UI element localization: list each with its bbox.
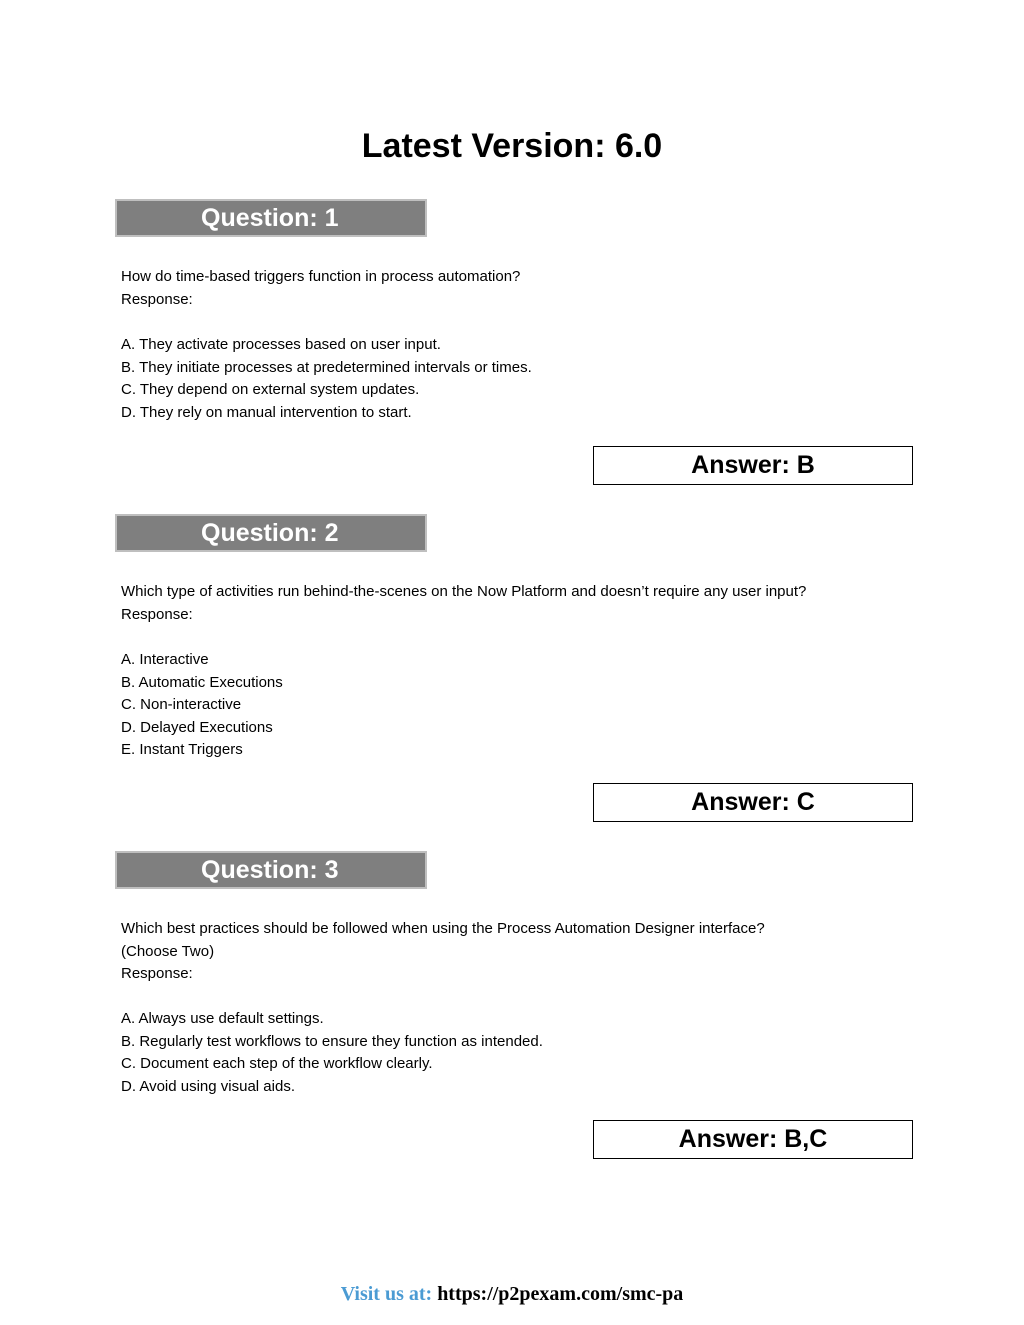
option-item: E. Instant Triggers	[121, 741, 243, 758]
question-banner	[115, 199, 427, 237]
option-item: A. Interactive	[121, 651, 209, 668]
option-item: A. Always use default settings.	[121, 1010, 324, 1027]
option-item: C. Non-interactive	[121, 696, 242, 713]
question-line: (Choose Two)	[121, 942, 215, 960]
option-item: D. Avoid using visual aids.	[121, 1077, 295, 1095]
answer-box: Answer: C	[593, 783, 913, 822]
question-text	[121, 581, 941, 626]
question-line: How do time-based triggers function in process automation?	[121, 268, 521, 285]
response-label: Response:	[121, 605, 193, 623]
question-line: Which best practices should be followed when using the Process Automation Designer interface?	[121, 920, 765, 937]
options-list	[121, 649, 941, 762]
option-item: D. Delayed Executions	[121, 718, 273, 736]
answer-box: Answer: B,C	[593, 1120, 913, 1159]
question-text	[121, 918, 941, 986]
question-number: Question: 2	[201, 519, 339, 547]
option-item: C. They depend on external system updates.	[121, 381, 420, 398]
option-item: A. They activate processes based on user input.	[121, 336, 441, 353]
option-item: B. Regularly test workflows to ensure they function as intended.	[121, 1032, 543, 1050]
question-line: Which type of activities run behind-the-scenes on the Now Platform and doesn’t require any user input?	[121, 583, 807, 600]
response-label: Response:	[121, 965, 193, 982]
question-number: Question: 1	[201, 204, 339, 232]
page-title: Latest Version: 6.0	[361, 127, 663, 165]
question-banner	[115, 851, 427, 889]
footer	[0, 1280, 1024, 1308]
option-item: D. They rely on manual intervention to start.	[121, 403, 412, 421]
question-number: Question: 3	[201, 856, 339, 884]
options-list	[121, 1008, 941, 1098]
answer-box: Answer: B	[593, 446, 913, 485]
question-text	[121, 266, 941, 311]
option-item: C. Document each step of the workflow clearly.	[121, 1055, 433, 1072]
footer-url-link[interactable]: https://p2pexam.com/smc-pa	[437, 1283, 684, 1305]
option-item: B. They initiate processes at predetermined intervals or times.	[121, 358, 532, 376]
response-label: Response:	[121, 290, 193, 308]
question-banner	[115, 514, 427, 552]
options-list	[121, 334, 941, 424]
option-item: B. Automatic Executions	[121, 673, 283, 691]
footer-visit-label: Visit us at:	[340, 1283, 433, 1305]
